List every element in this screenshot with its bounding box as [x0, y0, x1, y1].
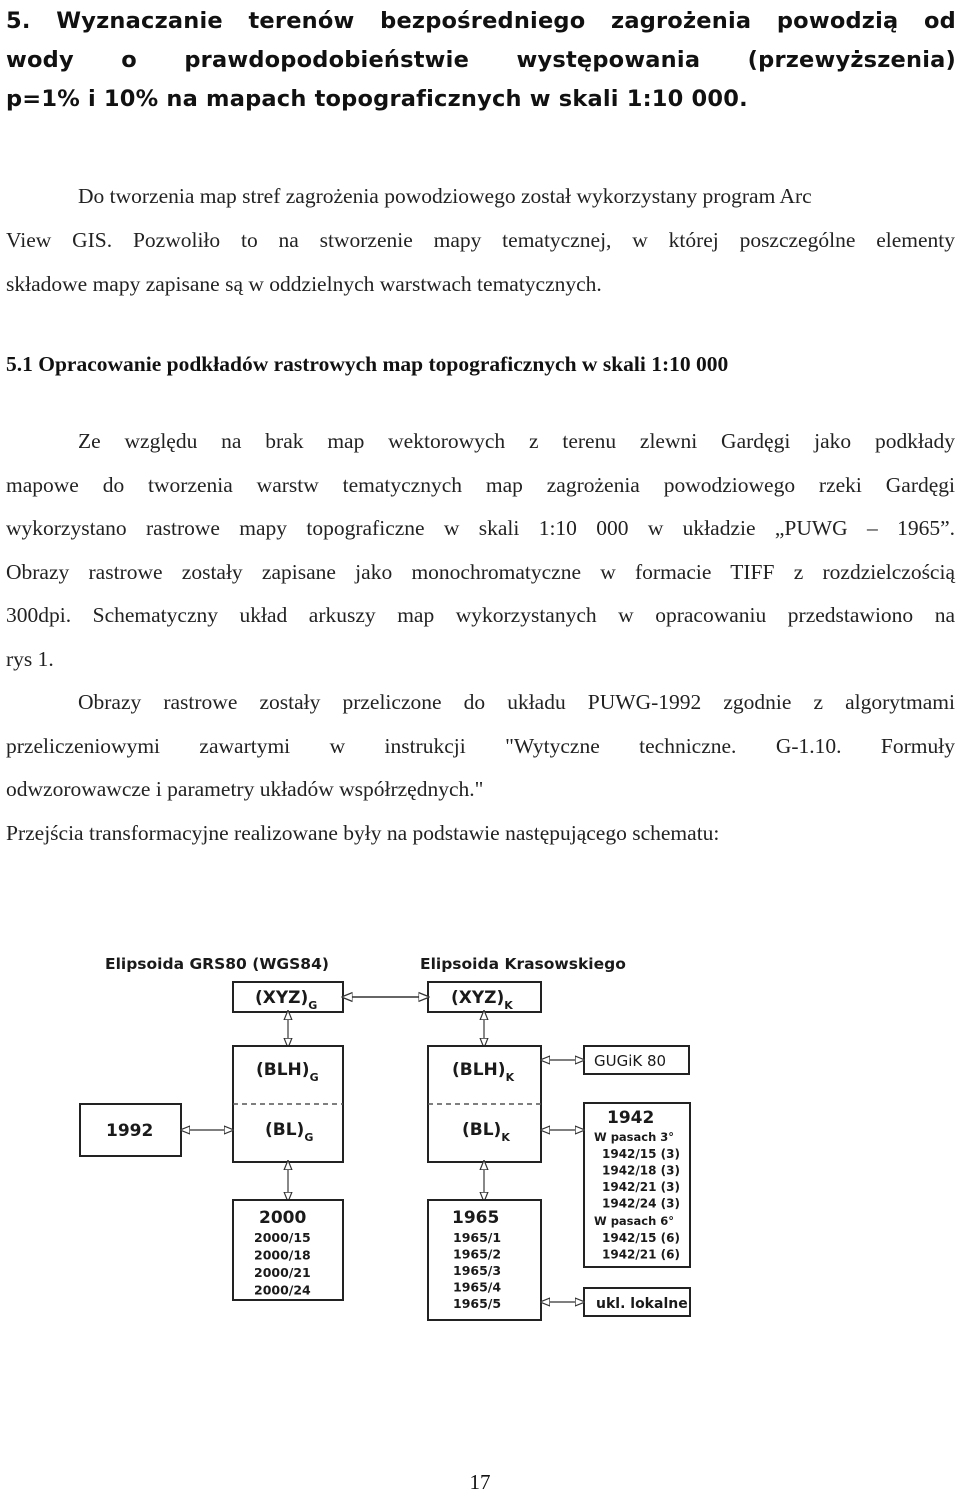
list-item-2000: 2000/24: [254, 1282, 311, 1298]
list-item-1942-3: 1942/21 (3): [602, 1180, 680, 1194]
subsection-heading: 5.1 Opracowanie podkładów rastrowych map topograficznych w skali 1:10 000: [6, 352, 729, 376]
bl-g-label: (BL): [265, 1120, 305, 1140]
box-local: [584, 1288, 690, 1316]
para1-line-3: wykorzystano rastrowe mapy topograficzne w skali 1:10 000 w układzie „PUWG – 1965”.: [6, 516, 955, 540]
blh-g-label: (BLH): [256, 1060, 310, 1080]
bl-k-sub: K: [501, 1131, 510, 1144]
list-item-2000: 2000/21: [254, 1265, 311, 1280]
para1-line-5: 300dpi. Schematyczny układ arkuszy map wykorzystanych w opracowaniu przedstawiono na: [6, 603, 955, 627]
xyz-k-label: (XYZ): [451, 988, 505, 1008]
title-1942: 1942: [607, 1108, 655, 1128]
blh-k-sub: K: [505, 1071, 515, 1084]
box-blh-bl-g: [233, 1046, 343, 1162]
gugik-label: GUGiK 80: [594, 1052, 667, 1070]
para3-line: Przejścia transformacyjne realizowane były na podstawie następującego schematu:: [6, 821, 720, 845]
list-item-1965: 1965/5: [453, 1296, 502, 1311]
list-item-1942-6: 1942/15 (6): [602, 1231, 680, 1245]
list-item-1942-3: 1942/15 (3): [602, 1147, 680, 1161]
list-item-1965: 1965/1: [453, 1230, 502, 1245]
intro-line-3: składowe mapy zapisane są w oddzielnych warstwach tematycznych.: [6, 272, 602, 296]
xyz-g-sub: G: [308, 999, 318, 1012]
page-number: 17: [469, 1470, 491, 1494]
group-1942-3: W pasach 3°: [594, 1130, 675, 1144]
para1-line-1: Ze względu na brak map wektorowych z terenu zlewni Gardęgi jako podkłady: [78, 429, 955, 453]
intro-paragraph: [6, 174, 955, 306]
box-1942: [584, 1103, 690, 1267]
list-item-1942-3: 1942/18 (3): [602, 1163, 680, 1178]
heading-line-1: 5. Wyznaczanie terenów bezpośredniego zagrożenia powodzią od: [6, 8, 956, 34]
box-1965: [428, 1200, 541, 1320]
para2-line-1: Obrazy rastrowe zostały przeliczone do układu PUWG-1992 zgodnie z algorytmami: [78, 690, 955, 714]
left-ellipsoid-title: Elipsoida GRS80 (WGS84): [105, 955, 329, 973]
paragraph-transformation: [6, 681, 955, 812]
xyz-k-sub: K: [504, 999, 513, 1012]
list-item-1942-6: 1942/21 (6): [602, 1247, 680, 1262]
box-xyz-g: [233, 982, 343, 1012]
blh-k-label: (BLH): [452, 1060, 506, 1080]
xyz-g-label: (XYZ): [255, 988, 309, 1008]
box-gugik: [584, 1046, 689, 1074]
group-1942-6: W pasach 6°: [594, 1214, 675, 1228]
list-item-1942-3: 1942/24 (3): [602, 1196, 680, 1211]
list-item-1965: 1965/4: [453, 1279, 502, 1295]
right-ellipsoid-title: Elipsoida Krasowskiego: [420, 955, 626, 973]
para2-line-3: odwzorowawcze i parametry układów współrzędnych.": [6, 777, 484, 801]
section-heading: [6, 2, 956, 119]
box-2000: [233, 1200, 343, 1300]
title-2000: 2000: [259, 1208, 307, 1228]
list-item-2000: 2000/15: [254, 1230, 311, 1245]
para1-line-2: mapowe do tworzenia warstw tematycznych map zagrożenia powodziowego rzeki Gardęgi: [6, 472, 955, 497]
paragraph-rasters: [6, 420, 955, 681]
transformation-diagram: [0, 930, 960, 1330]
box-blh-bl-k: [428, 1046, 541, 1162]
box-xyz-k: [428, 982, 541, 1012]
heading-line-2: wody o prawdopodobieństwie występowania (przewyższenia): [6, 47, 956, 73]
blh-g-sub: G: [309, 1071, 319, 1084]
label-1992: 1992: [106, 1121, 154, 1141]
title-1965: 1965: [452, 1208, 500, 1228]
heading-line-3: p=1% i 10% na mapach topograficznych w skali 1:10 000.: [6, 86, 748, 112]
intro-line-2: View GIS. Pozwoliło to na stworzenie mapy tematycznej, w której poszczególne elementy: [6, 228, 955, 252]
list-item-1965: 1965/3: [453, 1263, 502, 1278]
local-label: ukl. lokalne: [596, 1296, 688, 1312]
bl-k-label: (BL): [462, 1120, 502, 1140]
paragraph-schema-intro: [6, 812, 955, 856]
bl-g-sub: G: [304, 1131, 314, 1144]
para2-line-2: przeliczeniowymi zawartymi w instrukcji "Wytyczne techniczne. G-1.10. Formuły: [6, 733, 955, 758]
para1-line-6: rys 1.: [6, 646, 54, 671]
intro-line-1: Do tworzenia map stref zagrożenia powodziowego został wykorzystany program Arc: [78, 184, 812, 208]
box-1992: [80, 1104, 181, 1156]
list-item-2000: 2000/18: [254, 1247, 311, 1263]
para1-line-4: Obrazy rastrowe zostały zapisane jako monochromatyczne w formacie TIFF z rozdzielczością: [6, 559, 955, 584]
list-item-1965: 1965/2: [453, 1246, 502, 1262]
